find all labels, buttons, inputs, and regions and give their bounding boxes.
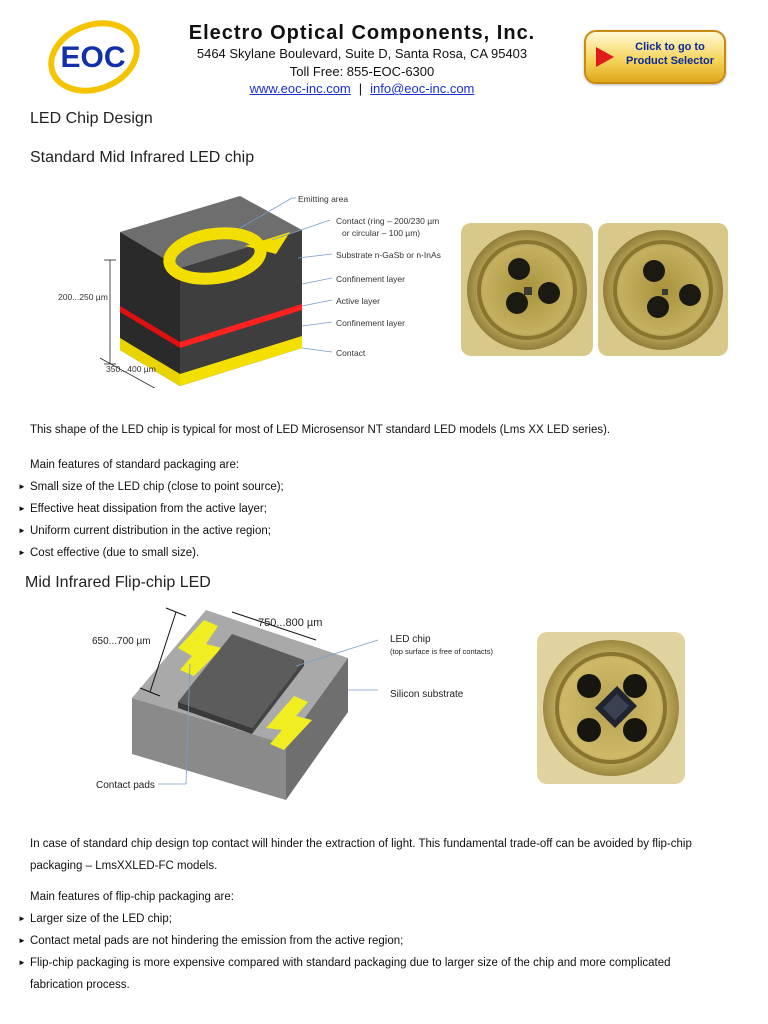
logo-text: EOC xyxy=(60,41,126,74)
list-item: ► Contact metal pads are not hindering the emission from the active region; xyxy=(18,935,404,947)
list-item: ► Small size of the LED chip (close to point source); xyxy=(18,481,284,493)
contact-links xyxy=(152,81,572,96)
standard-chip-photo-1 xyxy=(461,223,593,356)
flip-chip-photo xyxy=(537,632,685,784)
svg-text:650...700 µm: 650...700 µm xyxy=(92,636,151,647)
list-item: ► Effective heat dissipation from the active layer; xyxy=(18,503,267,515)
email-link[interactable]: info@eoc-inc.com xyxy=(370,81,475,96)
standard-features-list xyxy=(18,476,284,564)
svg-text:Active layer: Active layer xyxy=(336,296,380,306)
section-heading-flip-chip: Mid Infrared Flip-chip LED xyxy=(25,574,211,591)
link-separator: | xyxy=(358,81,363,96)
section-heading-standard: Standard Mid Infrared LED chip xyxy=(30,149,255,166)
svg-text:750...800 µm: 750...800 µm xyxy=(258,617,323,629)
list-item-continuation: fabrication process. xyxy=(30,979,130,991)
standard-chip-diagram xyxy=(40,188,460,388)
svg-text:Confinement layer: Confinement layer xyxy=(336,274,405,284)
company-address: 5464 Skylane Boulevard, Suite D, Santa Rosa, CA 95403 xyxy=(196,46,528,61)
standard-chip-photo-2 xyxy=(598,223,728,356)
standard-chip-description: This shape of the LED chip is typical for most of LED Microsensor NT standard LED models (Lms XX LED series). xyxy=(30,424,611,436)
flip-chip-diagram xyxy=(86,604,516,804)
product-selector-button[interactable] xyxy=(584,30,726,84)
flip-features-list xyxy=(18,908,758,996)
svg-text:LED chip: LED chip xyxy=(390,634,431,645)
play-arrow-icon xyxy=(596,47,614,67)
svg-text:Contact: Contact xyxy=(336,348,366,358)
svg-text:Contact (ring – 200/230 µm: Contact (ring – 200/230 µm xyxy=(336,216,440,226)
svg-text:or circular – 100 µm): or circular – 100 µm) xyxy=(342,228,421,238)
svg-text:Emitting area: Emitting area xyxy=(298,194,349,204)
list-item: ► Larger size of the LED chip; xyxy=(18,913,172,925)
svg-text:200...250 µm: 200...250 µm xyxy=(58,292,108,302)
page-title: LED Chip Design xyxy=(30,110,153,127)
list-item: ► Flip-chip packaging is more expensive compared with standard packaging due to larger size of the chip and more complicated xyxy=(18,957,671,969)
svg-text:Confinement layer: Confinement layer xyxy=(336,318,405,328)
svg-text:(top surface is free of contac: (top surface is free of contacts) xyxy=(390,647,493,656)
standard-features-intro: Main features of standard packaging are: xyxy=(30,459,240,471)
website-link[interactable]: www.eoc-inc.com xyxy=(249,81,351,96)
eoc-logo[interactable] xyxy=(44,20,142,94)
flip-chip-description: In case of standard chip design top contact will hinder the extraction of light. This fundamental trade-off can be avoided by flip-chip packaging – LmsXXLED-FC models. xyxy=(30,838,692,872)
company-name: Electro Optical Components, Inc. xyxy=(188,22,536,44)
svg-text:Contact pads: Contact pads xyxy=(96,780,155,791)
svg-text:350...400 µm: 350...400 µm xyxy=(106,364,156,374)
svg-text:Silicon substrate: Silicon substrate xyxy=(390,689,464,700)
list-item: ► Uniform current distribution in the active region; xyxy=(18,525,271,537)
svg-text:Substrate n-GaSb or n-InAs: Substrate n-GaSb or n-InAs xyxy=(336,250,441,260)
flip-features-intro: Main features of flip-chip packaging are: xyxy=(30,891,234,903)
product-selector-label: Click to go to Product Selector xyxy=(625,41,715,67)
list-item: ► Cost effective (due to small size). xyxy=(18,547,200,559)
toll-free-number: Toll Free: 855-EOC-6300 xyxy=(289,64,435,79)
